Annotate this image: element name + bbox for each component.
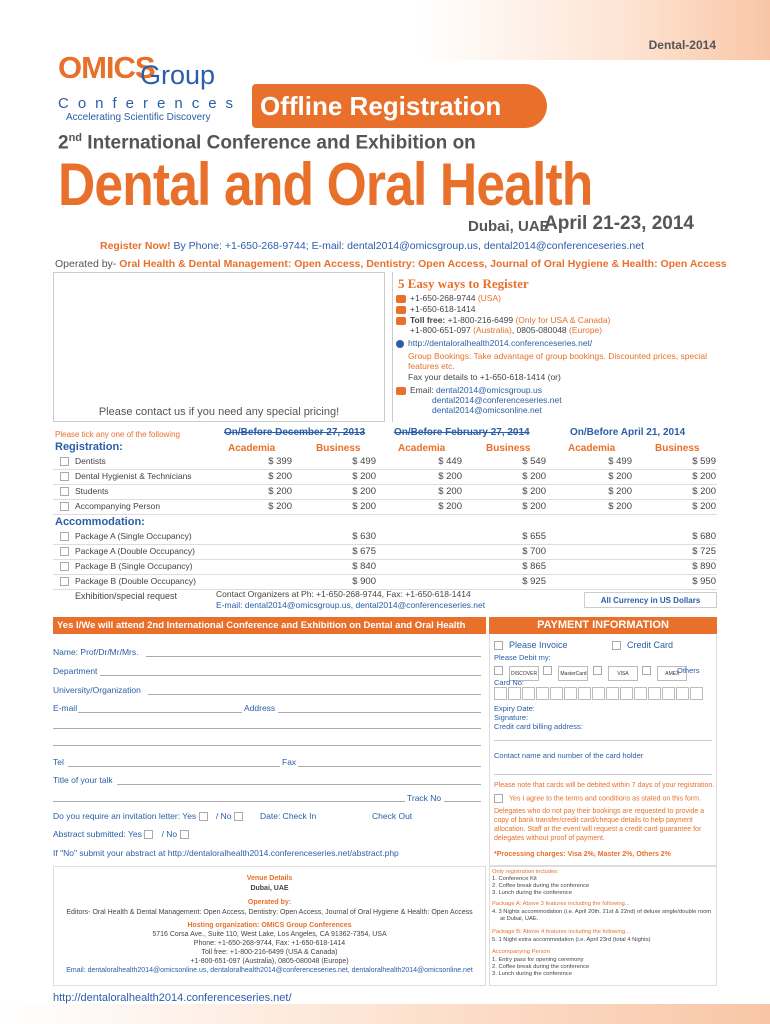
holder-field[interactable] — [494, 774, 712, 775]
group-bookings-2: features etc. — [408, 361, 455, 371]
venue-place: Dubai, UAE — [250, 885, 289, 892]
host-emails: Email: dentaloralhealth2014@omicsonline.us, dentaloralhealth2014@conferenceseries.net, dentaloralhealth2014@omicsonline.net — [66, 967, 473, 974]
amex-logo: AMEX — [657, 666, 687, 681]
venue-title: Venue Details — [246, 875, 293, 882]
accommodation-price: $ 700 — [522, 546, 546, 557]
agree-checkbox[interactable] — [494, 794, 503, 803]
invite-question: Do you require an invitation letter: Yes / No — [53, 811, 249, 821]
col-business-3: Business — [655, 443, 700, 454]
registration-price: $ 399 — [268, 456, 292, 467]
registration-price: $ 449 — [438, 456, 462, 467]
registration-price: $ 599 — [692, 456, 716, 467]
registration-price: $ 200 — [522, 501, 546, 512]
special-pricing-panel — [53, 272, 385, 422]
accommodation-price: $ 925 — [522, 576, 546, 587]
abstract-no-checkbox[interactable] — [180, 830, 189, 839]
logo-conferences: Conferences — [58, 95, 243, 112]
conference-title: Dental and Oral Health — [58, 151, 593, 218]
host-address: 5716 Corsa Ave., Suite 110, West Lake, Los Angeles, CA 91362-7354, USA — [152, 931, 387, 938]
registration-price: $ 200 — [268, 501, 292, 512]
tel-field[interactable] — [68, 766, 280, 767]
fax-icon — [396, 306, 406, 314]
registration-price: $ 200 — [438, 501, 462, 512]
mastercard-checkbox[interactable] — [543, 666, 552, 675]
registration-price: $ 200 — [692, 471, 716, 482]
talk-field-2[interactable] — [53, 801, 405, 802]
registration-price: $ 200 — [268, 486, 292, 497]
accommodation-price: $ 900 — [352, 576, 376, 587]
registration-price: $ 200 — [268, 471, 292, 482]
conference-dates: April 21-23, 2014 — [544, 213, 694, 234]
visa-logo: VISA — [608, 666, 638, 681]
credit-card-checkbox[interactable] — [612, 641, 621, 650]
billing-label: Credit card billing address: — [494, 722, 583, 731]
row-divider — [53, 544, 717, 545]
col-academia-2: Academia — [398, 443, 446, 454]
registration-price: $ 200 — [352, 486, 376, 497]
abstract-yes-checkbox[interactable] — [144, 830, 153, 839]
operated-by-line: Operated by- Oral Health & Dental Management: Open Access, Dentistry: Open Access, Journal of Oral Hygiene & Health: Open Access — [55, 258, 727, 270]
name-label: Name: Prof/Dr/Mr/Mrs. — [53, 647, 139, 657]
registration-checkbox[interactable] — [60, 472, 69, 481]
accommodation-checkbox[interactable] — [60, 562, 69, 571]
university-label: University/Organization — [53, 685, 141, 695]
email-2[interactable]: dental2014@conferenceseries.net — [432, 395, 562, 405]
registration-price: $ 499 — [608, 456, 632, 467]
accompanying-3: 3. Lunch during the conference — [492, 971, 572, 977]
logo-group: Group — [140, 60, 216, 90]
holder-label: Contact name and number of the card holder — [494, 751, 644, 760]
period-2: On/Before February 27, 2014 — [394, 427, 530, 438]
fax-number: +1-650-618-1414 — [396, 304, 475, 314]
card-number-boxes[interactable] — [494, 687, 704, 705]
accommodation-price: $ 890 — [692, 561, 716, 572]
registration-price: $ 200 — [608, 501, 632, 512]
invite-yes-checkbox[interactable] — [199, 812, 208, 821]
conference-subtitle: 2nd International Conference and Exhibition on — [58, 132, 476, 154]
tick-note: Please tick any one of the following — [55, 430, 180, 439]
email-field[interactable] — [78, 712, 242, 713]
package-a-title: Package A: Above 3 features including the following... — [492, 901, 630, 907]
accommodation-price: $ 630 — [352, 531, 376, 542]
reg-includes-title: Only registration includes: — [492, 869, 559, 875]
debit-note: Please note that cards will be debited within 7 days of your registration. — [494, 782, 715, 789]
mastercard-logo: MasterCard — [558, 666, 588, 681]
registration-price: $ 200 — [608, 471, 632, 482]
period-1: On/Before December 27, 2013 — [224, 427, 366, 438]
invoice-checkbox[interactable] — [494, 641, 503, 650]
payment-header: PAYMENT INFORMATION — [489, 617, 717, 634]
accompanying-2: 2. Coffee break during the conference — [492, 964, 590, 970]
operated-title: Operated by: — [247, 899, 292, 906]
fax-label: Fax — [282, 757, 297, 767]
package-b-title: Package B: Above 4 features including the following... — [492, 929, 630, 935]
accompanying-1: 1. Entry pass for opening ceremony — [492, 957, 584, 963]
email-label: E-mail — [53, 703, 78, 713]
accommodation-price: $ 865 — [522, 561, 546, 572]
address-field-3[interactable] — [53, 745, 481, 746]
row-divider — [53, 514, 717, 515]
header-decoration — [420, 0, 770, 60]
package-a-1: 4. 3 Nights accommodation (i.e. April 20th, 21st & 22nd) of deluxe single/double room — [492, 909, 712, 915]
track-label: Track No — [407, 793, 442, 803]
host-tollfree-2: +1-800-651-097 (Australia), 0805-080048 (Europe) — [190, 958, 349, 965]
talk-label: Title of your talk — [53, 775, 113, 785]
registration-price: $ 200 — [522, 471, 546, 482]
check-in-label: Date: Check In — [260, 811, 317, 821]
registration-checkbox[interactable] — [60, 457, 69, 466]
footer-url[interactable]: http://dentaloralhealth2014.conferenceseries.net/ — [53, 992, 292, 1004]
email-line: Email: dental2014@omicsgroup.us — [396, 385, 542, 395]
registration-price: $ 200 — [438, 471, 462, 482]
invoice-option[interactable]: Please Invoice — [494, 640, 568, 650]
conference-place: Dubai, UAE — [468, 218, 550, 235]
registration-checkbox[interactable] — [60, 502, 69, 511]
ways-title: 5 Easy ways to Register — [398, 276, 529, 291]
globe-icon — [396, 340, 404, 348]
signature-label: Signature: — [494, 713, 529, 722]
registration-checkbox[interactable] — [60, 487, 69, 496]
talk-field[interactable] — [117, 784, 481, 785]
department-field[interactable] — [100, 675, 481, 676]
agree-terms[interactable]: Yes I agree to the terms and conditions as stated on this form. — [494, 794, 701, 803]
registration-row-label[interactable]: Students — [60, 486, 109, 496]
accommodation-checkbox[interactable] — [60, 532, 69, 541]
registration-row-label[interactable]: Dental Hygienist & Technicians — [60, 471, 192, 481]
processing-charges: *Processing charges: Visa 2%, Master 2%, Others 2% — [494, 851, 671, 858]
offline-registration-banner: Offline Registration — [252, 84, 547, 128]
register-now-line: Register Now! By Phone: +1-650-268-9744; E-mail: dental2014@omicsgroup.us, dental2014@conferenceseries.net — [100, 240, 644, 252]
row-divider — [53, 469, 717, 470]
visa-checkbox[interactable] — [593, 666, 602, 675]
phone-icon — [396, 317, 406, 325]
track-field[interactable] — [444, 801, 481, 802]
billing-field[interactable] — [494, 740, 712, 741]
address-field[interactable] — [278, 712, 481, 713]
registration-price: $ 549 — [522, 456, 546, 467]
abstract-question: Abstract submitted: Yes / No — [53, 829, 195, 839]
reg-includes-3: 3. Lunch during the conference — [492, 890, 572, 896]
registration-price: $ 200 — [608, 486, 632, 497]
phone-intl: +1-800-651-097 (Australia), 0805-080048 (Europe) — [410, 325, 603, 335]
invite-no-checkbox[interactable] — [234, 812, 243, 821]
logo-omics: OMICS — [58, 50, 155, 85]
name-field[interactable] — [146, 656, 481, 657]
delegates-note: Delegates who do not pay their bookings are requested to provide a copy of bank transfer/credit card/cheque details to help payment allocation. Staff at the event will request a credit card guarantee for delegates without proof of payment. — [494, 808, 705, 842]
accommodation-row-label[interactable]: Package A (Double Occupancy) — [60, 546, 195, 556]
reg-includes-1: 1. Conference Kit — [492, 876, 537, 882]
department-label: Department — [53, 666, 98, 676]
registration-price: $ 200 — [692, 501, 716, 512]
accommodation-price: $ 680 — [692, 531, 716, 542]
discover-checkbox[interactable] — [494, 666, 503, 675]
registration-price: $ 200 — [438, 486, 462, 497]
website-link[interactable]: http://dentaloralhealth2014.conferenceseries.net/ — [396, 338, 592, 348]
fax-field[interactable] — [298, 766, 481, 767]
accommodation-checkbox[interactable] — [60, 547, 69, 556]
debit-label: Please Debit my: — [494, 653, 551, 662]
discover-logo: DISCOVER — [509, 666, 539, 681]
accompanying-title: Accompanying Person — [492, 949, 550, 955]
registration-price: $ 200 — [522, 486, 546, 497]
amex-checkbox[interactable] — [642, 666, 651, 675]
phone-usa: +1-650-268-9744 (USA) — [396, 293, 501, 303]
footer-decoration — [0, 1004, 770, 1024]
phone-icon — [396, 295, 406, 303]
package-a-2: at Dubai, UAE. — [500, 916, 539, 922]
toll-free: Toll free: +1-800-216-6499 (Only for USA & Canada) — [396, 315, 610, 325]
host-tollfree: Toll free: +1-800-216-6499 (USA & Canada) — [201, 949, 338, 956]
attendance-banner: Yes I/We will attend 2nd International Conference and Exhibition on Dental and Oral Health — [53, 617, 486, 634]
reg-includes-2: 2. Coffee break during the conference — [492, 883, 590, 889]
row-divider — [53, 574, 717, 575]
group-bookings: Group Bookings: Take advantage of group bookings. Discounted prices, special — [408, 351, 707, 361]
col-academia-1: Academia — [228, 443, 276, 454]
address-field-2[interactable] — [53, 728, 481, 729]
col-business-2: Business — [486, 443, 531, 454]
accommodation-checkbox[interactable] — [60, 577, 69, 586]
accommodation-row-label[interactable]: Package B (Double Occupancy) — [60, 576, 196, 586]
registration-price: $ 200 — [352, 501, 376, 512]
credit-card-option[interactable]: Credit Card — [612, 640, 673, 650]
others-option[interactable]: Others — [677, 666, 700, 675]
row-divider — [53, 559, 717, 560]
special-pricing-note: Please contact us if you need any special pricing! — [98, 406, 340, 418]
col-academia-3: Academia — [568, 443, 616, 454]
accommodation-price: $ 655 — [522, 531, 546, 542]
period-3: On/Before April 21, 2014 — [570, 427, 686, 438]
fax-details: Fax your details to +1-650-618-1414 (or) — [408, 372, 561, 382]
package-b-1: 5. 1 Night extra accommodation (i.e. April 23rd (total 4 Nights) — [492, 937, 651, 943]
accommodation-label: Accommodation: — [55, 516, 145, 528]
accommodation-row-label[interactable]: Package A (Single Occupancy) — [60, 531, 192, 541]
registration-price: $ 200 — [352, 471, 376, 482]
university-field[interactable] — [148, 694, 481, 695]
registration-row-label[interactable]: Dentists — [60, 456, 106, 466]
email-3[interactable]: dental2014@omicsonline.net — [432, 405, 542, 415]
email-icon — [396, 387, 406, 395]
accommodation-price: $ 840 — [352, 561, 376, 572]
currency-note: All Currency in US Dollars — [584, 592, 717, 608]
registration-label: Registration: — [55, 441, 123, 453]
organizer-email: E-mail: dental2014@omicsgroup.us, dental2014@conferenceseries.net — [216, 600, 486, 610]
registration-price: $ 200 — [692, 486, 716, 497]
check-out-label: Check Out — [372, 811, 413, 821]
address-label: Address — [244, 703, 276, 713]
host-phone: Phone: +1-650-268-9744, Fax: +1-650-618-1414 — [193, 940, 346, 947]
col-business-1: Business — [316, 443, 361, 454]
card-no-label: Card No: — [494, 678, 525, 687]
accommodation-row-label[interactable]: Package B (Single Occupancy) — [60, 561, 193, 571]
exhibition-label: Exhibition/special request — [75, 591, 178, 601]
tel-label: Tel — [53, 757, 64, 767]
event-code: Dental-2014 — [648, 38, 716, 52]
expiry-label: Expiry Date: — [494, 704, 535, 713]
operated-editors: Editors- Oral Health & Dental Management: Open Access, Dentistry: Open Access, Journal of Oral Hygiene & Health: Open Access — [66, 909, 473, 916]
hosting-org: Hosting organization: OMICS Group Conferences — [187, 922, 352, 929]
logo-tagline: Accelerating Scientific Discovery — [66, 112, 211, 123]
accommodation-price: $ 950 — [692, 576, 716, 587]
accommodation-price: $ 675 — [352, 546, 376, 557]
registration-price: $ 499 — [352, 456, 376, 467]
row-divider — [53, 499, 717, 500]
organizer-contact: Contact Organizers at Ph: +1-650-268-9744, Fax: +1-650-618-1414 — [216, 589, 471, 599]
registration-row-label[interactable]: Accompanying Person — [60, 501, 160, 511]
abstract-link[interactable]: http://dentaloralhealth2014.conferenceseries.net/abstract.php — [167, 848, 399, 858]
row-divider — [53, 484, 717, 485]
accommodation-price: $ 725 — [692, 546, 716, 557]
abstract-url-line: If "No" submit your abstract at http://dentaloralhealth2014.conferenceseries.net/abstract.php — [53, 848, 399, 858]
